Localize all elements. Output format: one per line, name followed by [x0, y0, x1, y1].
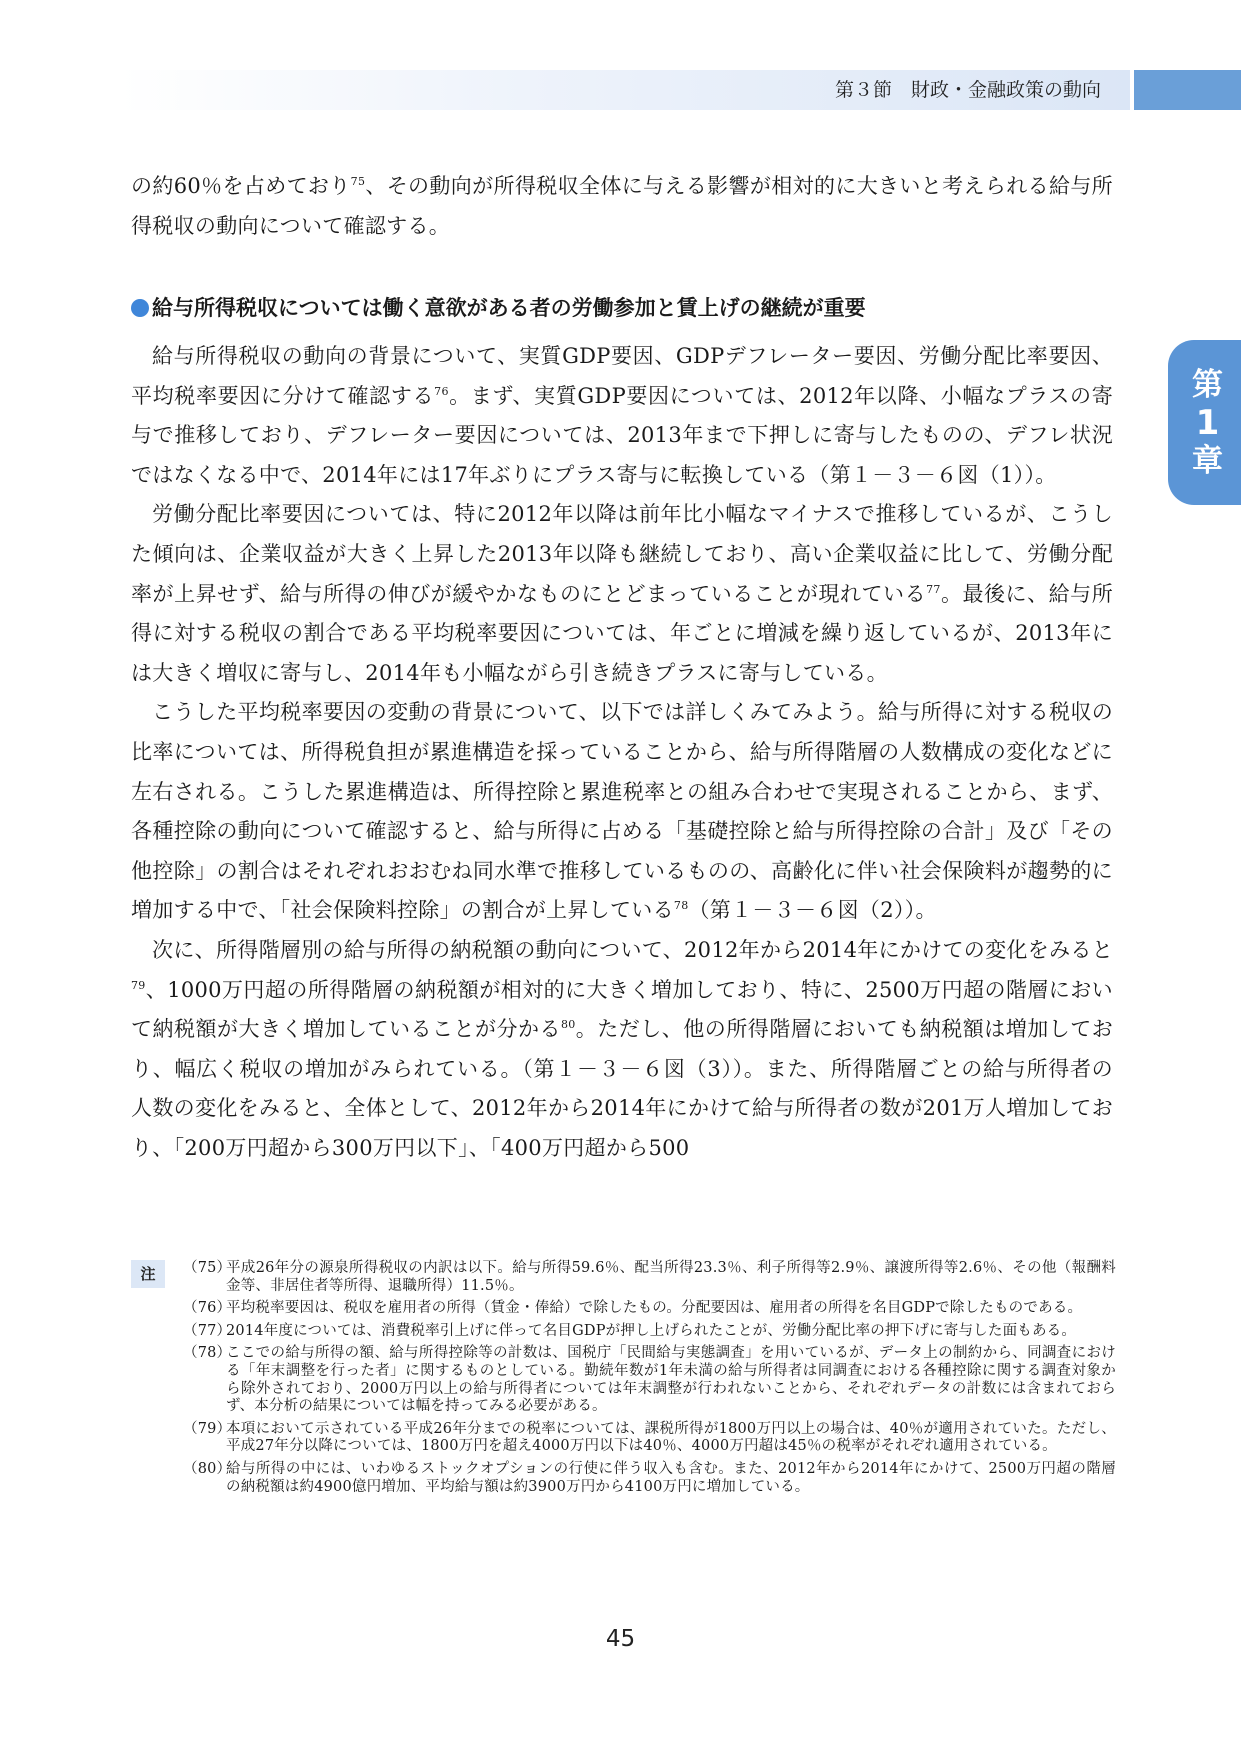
footnote-ref-77[interactable]: 77: [926, 582, 941, 596]
paragraph-4-text-a: 次に、所得階層別の給与所得の納税額の動向について、2012年から2014年にかけての変化をみると: [152, 937, 1113, 962]
footnote-text: 平成26年分の源泉所得税収の内訳は以下。給与所得59.6％、配当所得23.3％、利子所得等2.9％、譲渡所得等2.6％、その他（報酬料金等、非居住者等所得、退職所得）11.5％。: [226, 1260, 1116, 1294]
footnote-number: （75）: [183, 1260, 232, 1276]
footnote-number: （77）: [183, 1322, 232, 1339]
footnote-ref-76[interactable]: 76: [434, 384, 449, 398]
footnote-number: （76）: [183, 1300, 232, 1317]
intro-text-a: の約60％を占めており: [131, 174, 351, 198]
paragraph-1: [131, 337, 1113, 495]
paragraph-3-text-a: こうした平均税率要因の変動の背景について、以下では詳しくみてみよう。給与所得に対する税収の比率については、所得税負担が累進構造を採っていることから、給与所得階層の人数構成の変化などに左右される。こうした累進構造は、所得控除と累進税率との組み合わせで実現されることから、まず、各種控除の動向について確認すると、給与所得に占める「基礎控除と給与所得控除の合計」及び「その他控除」の割合はそれぞれおおむね同水準で推移しているものの、高齢化に伴い社会保険料が趨勢的に増加する中で、「社会保険料控除」の割合が上昇している: [131, 700, 1113, 923]
paragraph-4-text-c: 。ただし、他の所得階層においても納税額は増加しており、幅広く税収の増加がみられている。（第１－３－６図（3））。また、所得階層ごとの給与所得者の人数の変化をみると、全体として、2012年から2014年にかけて給与所得者の数が201万人増加しており、「200万円超から300万円以下」、「400万円超から500: [131, 1017, 1113, 1160]
footnote-75: [131, 1260, 1116, 1295]
footnote-77: [131, 1323, 1116, 1341]
footnote-text: 平均税率要因は、税収を雇用者の所得（賃金・俸給）で除したもの。分配要因は、雇用者の所得を名目GDPで除したものである。: [226, 1300, 1083, 1317]
footnote-78: [131, 1345, 1116, 1415]
footnote-number: （80）: [183, 1460, 232, 1477]
paragraph-4-text-b: 、1000万円超の所得階層の納税額が相対的に大きく増加しており、特に、2500万円超の階層において納税額が大きく増加していることが分かる: [131, 977, 1113, 1042]
chapter-tab-label-top: 第: [1192, 366, 1223, 403]
footnote-number: （79）: [183, 1420, 232, 1437]
chapter-tab-number: 1: [1195, 402, 1220, 443]
section-heading-text: 給与所得税収については働く意欲がある者の労働参加と賃上げの継続が重要: [152, 296, 866, 320]
intro-text-b: 、その動向が所得税収全体に与える影響が相対的に大きいと考えられる給与所得税収の動向について確認する。: [131, 174, 1113, 238]
header-accent-block: [1134, 70, 1241, 110]
chapter-tab: [1168, 340, 1241, 505]
footnote-80: [131, 1461, 1116, 1496]
footnote-79: [131, 1421, 1116, 1456]
footnote-number: （78）: [183, 1345, 232, 1362]
paragraph-2-text-b: 。最後に、給与所得に対する税収の割合である平均税率要因については、年ごとに増減を繰り返しているが、2013年には大きく増収に寄与し、2014年も小幅ながら引き続きプラスに寄与している。: [131, 581, 1113, 685]
footnote-ref-80[interactable]: 80: [560, 1018, 576, 1032]
paragraph-4: [131, 931, 1113, 1169]
footnote-ref-78[interactable]: 78: [673, 899, 689, 913]
footnotes: [131, 1260, 1116, 1501]
paragraph-2: [131, 495, 1113, 693]
footnote-ref-79[interactable]: 79: [131, 978, 146, 992]
main-text: [131, 337, 1113, 1168]
paragraph-2-text-a: 労働分配比率要因については、特に2012年以降は前年比小幅なマイナスで推移しているが、こうした傾向は、企業収益が大きく上昇した2013年以降も継続しており、高い企業収益に比して、労働分配率が上昇せず、給与所得の伸びが緩やかなものにとどまっていることが現れている: [131, 502, 1113, 606]
notes-badge: 注: [131, 1260, 165, 1288]
footnote-76: [131, 1300, 1116, 1318]
footnote-ref-75[interactable]: 75: [350, 175, 366, 188]
footnote-text: 2014年度については、消費税率引上げに伴って名目GDPが押し上げられたことが、労働分配比率の押下げに寄与した面もある。: [226, 1322, 1077, 1339]
paragraph-1-text-b: 。まず、実質GDP要因については、2012年以降、小幅なプラスの寄与で推移しており、デフレーター要因については、2013年まで下押しに寄与したものの、デフレ状況ではなくなる中で、2014年には17年ぶりにプラス寄与に転換している（第１－３－６図（1））。: [131, 383, 1114, 487]
bullet-dot-icon: [131, 299, 149, 317]
footnote-text: ここでの給与所得の額、給与所得控除等の計数は、国税庁「民間給与実態調査」を用いているが、データ上の制約から、同調査における「年末調整を行った者」に関するものとしている。勤続年数が1年未満の給与所得者は同調査における各種控除に関する調査対象から除外されており、2000万円以上の給与所得者については年末調整が行われないことから、それぞれデータの計数には含まれておらず、本分析の結果については幅を持ってみる必要がある。: [226, 1345, 1116, 1415]
page-number: 45: [605, 1626, 636, 1652]
paragraph-3: [131, 693, 1113, 931]
paragraph-3-text-b: （第１－３－６図（2））。: [688, 898, 937, 923]
footnote-text: 給与所得の中には、いわゆるストックオプションの行使に伴う収入も含む。また、2012年から2014年にかけて、2500万円超の階層の納税額は約4900億円増加、平均給与額は約3900万円から4100万円に増加している。: [226, 1460, 1116, 1495]
section-heading: [131, 290, 1113, 326]
chapter-tab-label-bottom: 章: [1192, 442, 1223, 479]
intro-text: [131, 167, 1113, 246]
running-header-title: 第３節 財政・金融政策の動向: [835, 79, 1102, 101]
intro-paragraph: [131, 167, 1113, 246]
paragraph-1-text-a: 給与所得税収の動向の背景について、実質GDP要因、GDPデフレーター要因、労働分配比率要因、平均税率要因に分けて確認する: [131, 344, 1113, 408]
footnote-text: 本項において示されている平成26年分までの税率については、課税所得が1800万円以上の場合は、40％が適用されていた。ただし、平成27年分以降については、1800万円を超え4000万円以下は40％、4000万円超は45％の税率がそれぞれ適用されている。: [226, 1420, 1116, 1455]
